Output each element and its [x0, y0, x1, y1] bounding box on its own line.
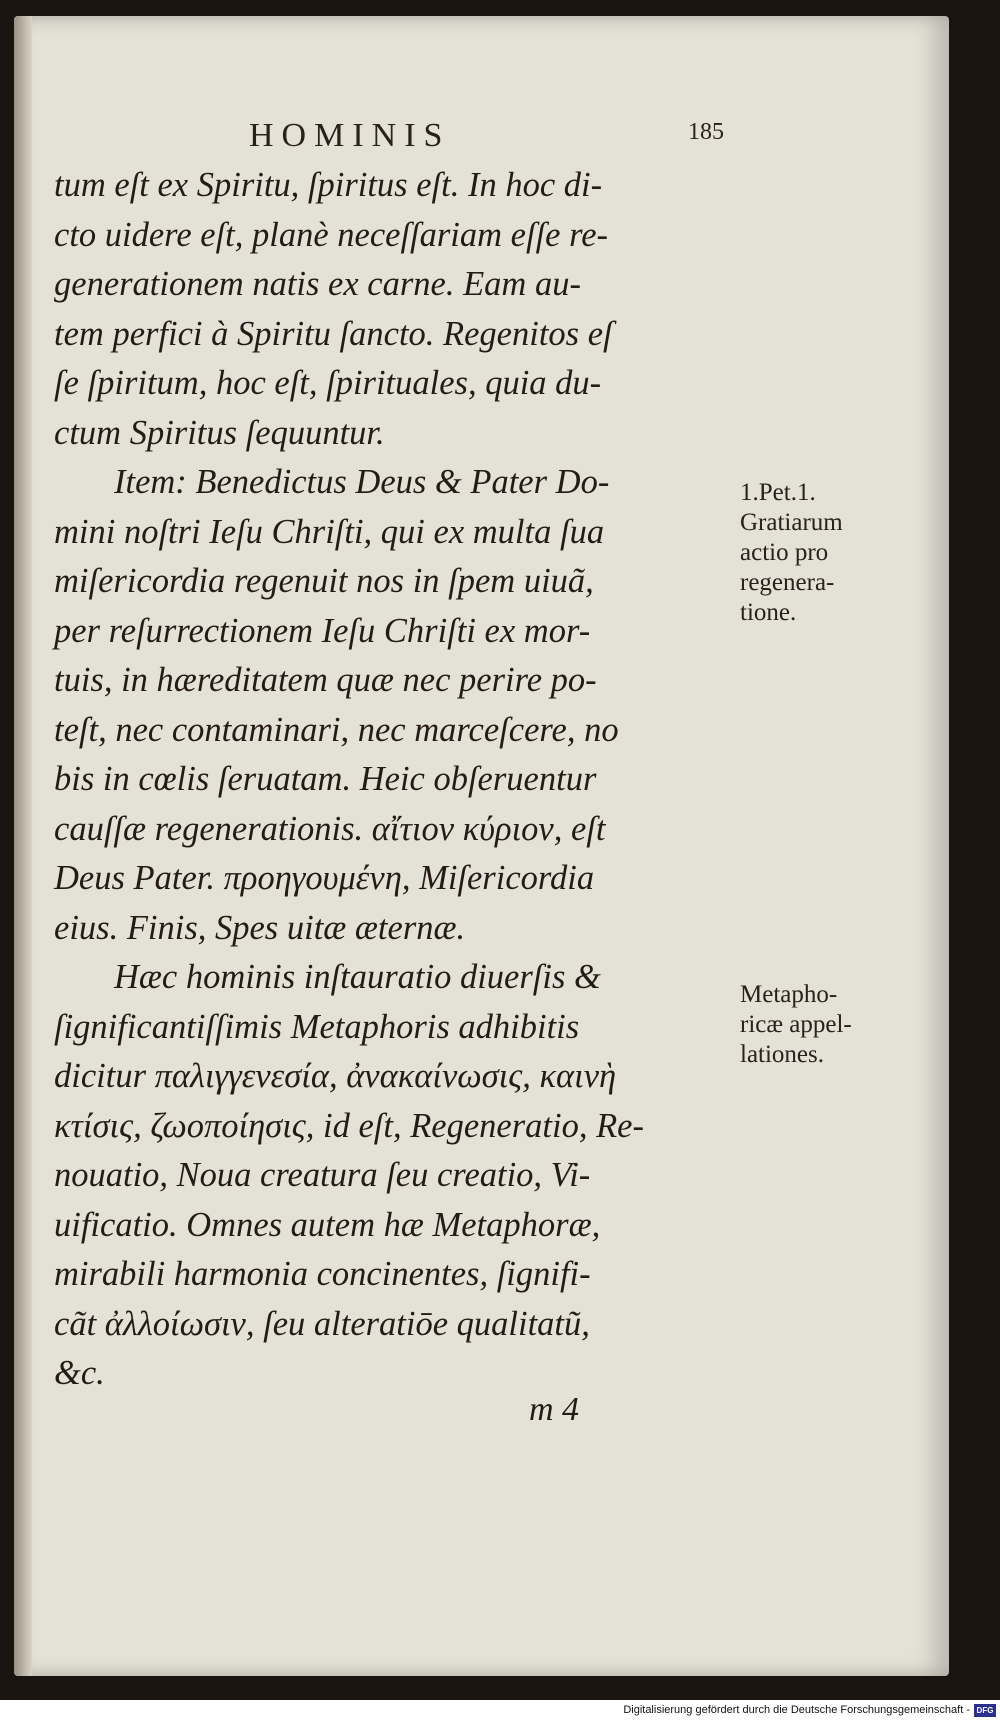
- page-fold-shadow: [14, 16, 32, 1676]
- text-line: nouatio, Noua creatura ſeu creatio, Vi-: [54, 1156, 591, 1194]
- text-line: tuis, in hæreditatem quæ nec perire po-: [54, 661, 597, 699]
- margin-note-line: ricæ appel-: [740, 1011, 852, 1038]
- margin-note-line: Gratiarum: [740, 509, 843, 536]
- text-line: per reſurrectionem Ieſu Chriſti ex mor-: [54, 611, 591, 650]
- text-line: eius. Finis, Spes uitæ æternæ.: [54, 908, 466, 947]
- margin-note-line: actio pro: [740, 539, 829, 566]
- text-line: teſt, nec contaminari, nec marceſcere, no: [54, 710, 619, 749]
- text-line: mirabili harmonia concinentes, ſignifi-: [54, 1255, 591, 1293]
- text-line: ſignificantiſſimis Metaphoris adhibitis: [54, 1007, 580, 1046]
- text-line: dicitur παλιγγενεσία, ἀνακαίνωσις, καινὴ: [54, 1057, 617, 1095]
- footer-credit: Digitalisierung gefördert durch die Deutsche Forschungsgemeinschaft -: [623, 1704, 970, 1716]
- text-line: κτίσις, ζωοποίησις, id eſt, Regeneratio, Re-: [54, 1106, 644, 1145]
- text-line: miſericordia regenuit nos in ſpem uiuã,: [54, 562, 594, 600]
- margin-note-line: tione.: [740, 599, 797, 626]
- page-number: 185: [688, 119, 724, 145]
- text-line: ſe ſpiritum, hoc eſt, ſpirituales, quia du-: [54, 364, 602, 402]
- digitization-footer: [0, 1700, 1000, 1721]
- margin-note-metaphoricae: [740, 980, 910, 1070]
- text-line: Deus Pater. προηγουμένη, Miſericordia: [54, 859, 595, 897]
- margin-note-line: regenera-: [740, 569, 835, 596]
- book-page: [14, 16, 949, 1676]
- signature-mark: m 4: [529, 1391, 580, 1428]
- text-line: Item: Benedictus Deus & Pater Do-: [114, 463, 610, 501]
- text-line: generationem natis ex carne. Eam au-: [54, 265, 581, 303]
- margin-note-line: 1.Pet.1.: [740, 479, 816, 506]
- text-line: cauſſæ regenerationis. αἴτιον κύριον, eſt: [54, 809, 606, 848]
- text-line: Hæc hominis inſtauratio diuerſis &: [114, 958, 601, 996]
- margin-note-line: lationes.: [740, 1041, 825, 1068]
- text-line: tem perfici à Spiritu ſancto. Regenitos eſ: [54, 314, 613, 353]
- text-line: uificatio. Omnes autem hæ Metaphoræ,: [54, 1205, 601, 1244]
- running-head: HOMINIS: [249, 117, 451, 154]
- text-line: cãt ἀλλοίωσιν, ſeu alteratiōe qualitatũ,: [54, 1304, 590, 1343]
- margin-note-gratiarum: [740, 478, 910, 628]
- text-line: bis in cœlis ſeruatam. Heic obſeruentur: [54, 760, 597, 798]
- dfg-logo-icon: DFG: [974, 1704, 996, 1717]
- text-line: &c.: [54, 1354, 105, 1392]
- text-line: cto uidere eſt, planè neceſſariam eſſe re-: [54, 215, 609, 254]
- text-line: tum eſt ex Spiritu, ſpiritus eſt. In hoc di-: [54, 166, 603, 204]
- margin-note-line: Metapho-: [740, 981, 838, 1008]
- text-line: mini noſtri Ieſu Chriſti, qui ex multa ſua: [54, 512, 605, 551]
- text-line: ctum Spiritus ſequuntur.: [54, 413, 385, 452]
- body-text: [54, 161, 744, 1399]
